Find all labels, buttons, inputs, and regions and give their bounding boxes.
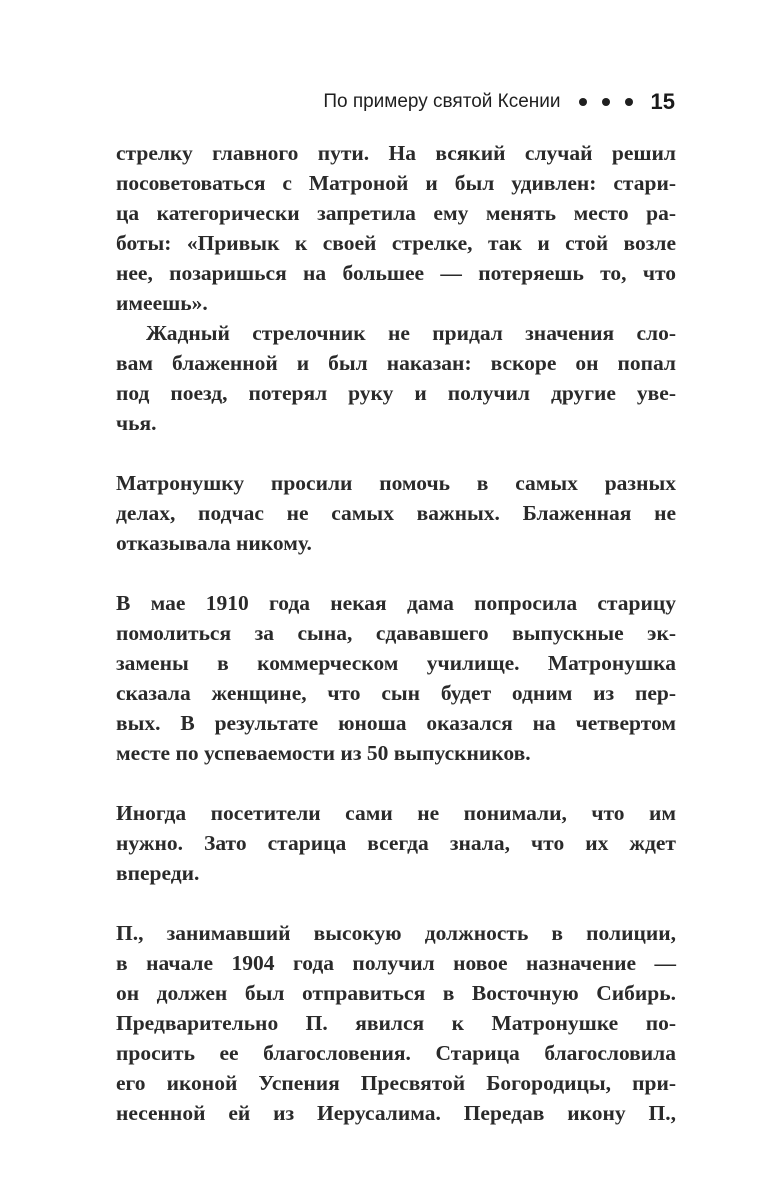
paragraph	[116, 468, 676, 558]
text-line: делах, подчас не самых важных. Блаженная не	[116, 501, 676, 525]
bullet-dot-icon	[579, 98, 587, 106]
text-line: нужно. Зато старица всегда знала, что их ждет	[116, 831, 676, 855]
text-line: впереди.	[116, 861, 200, 885]
text-line: Матронушку просили помочь в самых разных	[116, 471, 676, 495]
text-line: месте по успеваемости из 50 выпускников.	[116, 741, 531, 765]
text-line: отказывала никому.	[116, 531, 312, 555]
section-spacer	[116, 558, 676, 588]
text-line: вам блаженной и был наказан: вскоре он попал	[116, 351, 676, 375]
text-line: в начале 1904 года получил новое назначение —	[116, 951, 676, 975]
section-spacer	[116, 768, 676, 798]
text-line: помолиться за сына, сдававшего выпускные эк-	[116, 621, 676, 645]
text-line: Предварительно П. явился к Матронушке по-	[116, 1011, 676, 1035]
three-bullet-dots-icon	[579, 98, 633, 106]
text-line: просить ее благословения. Старица благословила	[116, 1041, 676, 1065]
text-line: боты: «Привык к своей стрелке, так и стой возле	[116, 231, 676, 255]
paragraph	[116, 138, 676, 318]
paragraph	[116, 318, 676, 438]
text-line: имеешь».	[116, 291, 208, 315]
text-line: вых. В результате юноша оказался на четвертом	[116, 711, 676, 735]
bullet-dot-icon	[602, 98, 610, 106]
text-line: замены в коммерческом училище. Матронушка	[116, 651, 676, 675]
paragraph	[116, 918, 676, 1128]
text-line: нее, позаришься на большее — потеряешь то, что	[116, 261, 676, 285]
text-line: несенной ей из Иерусалима. Передав икону П.,	[116, 1101, 676, 1125]
text-line: Жадный стрелочник не придал значения сло-	[146, 321, 676, 345]
text-line: сказала женщине, что сын будет одним из пер-	[116, 681, 676, 705]
text-line: Иногда посетители сами не понимали, что им	[116, 801, 676, 825]
text-line: он должен был отправиться в Восточную Сибирь.	[116, 981, 676, 1005]
text-line: ца категорически запретила ему менять место ра-	[116, 201, 676, 225]
text-line: стрелку главного пути. На всякий случай решил	[116, 141, 676, 165]
section-spacer	[116, 438, 676, 468]
running-header	[323, 88, 675, 116]
text-line: чья.	[116, 411, 157, 435]
text-line: его иконой Успения Пресвятой Богородицы, при-	[116, 1071, 676, 1095]
section-spacer	[116, 888, 676, 918]
bullet-dot-icon	[625, 98, 633, 106]
text-line: посоветоваться с Матроной и был удивлен: стари-	[116, 171, 676, 195]
text-line: П., занимавший высокую должность в полиции,	[116, 921, 676, 945]
text-line: В мае 1910 года некая дама попросила старицу	[116, 591, 676, 615]
body-text	[116, 138, 676, 1128]
page-number: 15	[650, 89, 675, 114]
paragraph	[116, 798, 676, 888]
text-line: под поезд, потерял руку и получил другие уве-	[116, 381, 676, 405]
running-title: По примеру святой Ксении	[323, 91, 561, 112]
paragraph	[116, 588, 676, 768]
